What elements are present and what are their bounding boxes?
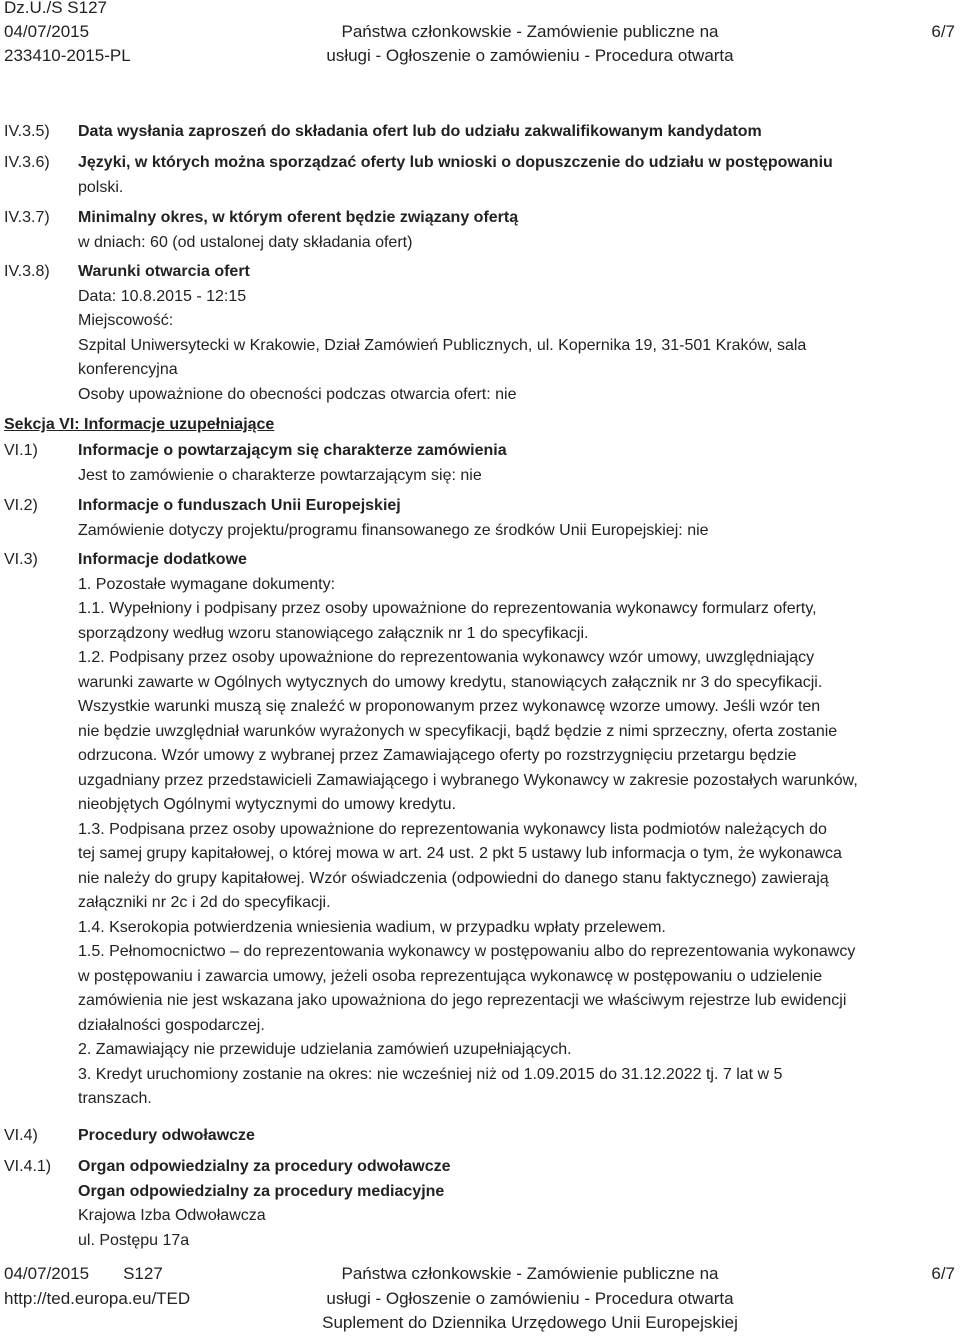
info-line: 1.2. Podpisany przez osoby upoważnione do reprezentowania wykonawcy wzór umowy, uwzględniający [78,649,815,666]
footer-title-line1: Państwa członkowskie - Zamówienie publiczne na [341,1264,719,1283]
section-body [78,548,938,1112]
section-title: Organ odpowiedzialny za procedury mediacyjne [78,1182,445,1200]
footer-title-line3: Suplement do Dziennika Urzędowego Unii Europejskiej [322,1313,738,1332]
body-name: Krajowa Izba Odwoławcza [78,1207,266,1224]
eu-funds-value: Zamówienie dotyczy projektu/programu finansowanego ze środków Unii Europejskiej: nie [78,521,709,539]
notice-reference: 233410-2015-PL [4,46,131,65]
recurrent-value: Jest to zamówienie o charakterze powtarzającym się: nie [78,466,482,484]
section-title: Minimalny okres, w którym oferent będzie związany ofertą [78,209,519,226]
opening-date: Data: 10.8.2015 - 12:15 [78,287,247,305]
info-line: warunki zawarte w Ogólnych wytycznych do umowy kredytu, stanowiących załącznik nr 3 do specyfikacji. [78,673,823,691]
info-line: Wszystkie warunki muszą się znaleźć w proponowanym przez wykonawcę wzorze umowy. Jeśli wzór ten [78,698,821,715]
section-body [78,494,938,543]
section-number: VI.4) [4,1127,38,1144]
section-number: IV.3.6) [4,154,50,171]
footer-code: S127 [123,1264,163,1283]
place-line: Szpital Uniwersytecki w Krakowie, Dział Zamówień Publicznych, ul. Kopernika 19, 31-501 Kraków, sala [78,336,807,354]
header-title-line2: usługi - Ogłoszenie o zamówieniu - Procedura otwarta [326,46,734,65]
section-title: Informacje o funduszach Unii Europejskiej [78,497,401,514]
section-number: VI.3) [4,551,38,568]
info-line: nieobjętych Ogólnymi wytycznymi do umowy kredytu. [78,796,456,813]
section-body [78,1155,938,1253]
section-heading: Sekcja VI: Informacje uzupełniające [4,416,275,433]
header-page-number: 6/7 [931,22,955,41]
persons-present: Osoby upoważnione do obecności podczas otwarcia ofert: nie [78,385,517,403]
info-line: 3. Kredyt uruchomiony zostanie na okres: nie wcześniej niż od 1.09.2015 do 31.12.2022 tj. 7 lat w 5 [78,1065,783,1083]
body-address: ul. Postępu 17a [78,1231,190,1249]
section-body [78,260,938,407]
info-line: nie będzie uwzględniał warunków wyrażonych w specyfikacji, bądź będzie z nimi sprzeczny, oferta zostanie [78,722,838,740]
section-body [78,206,938,255]
section-number: IV.3.7) [4,209,50,226]
info-line: 1.3. Podpisana przez osoby upoważnione do reprezentowania wykonawcy lista podmiotów należących do [78,820,827,838]
section-title: Organ odpowiedzialny za procedury odwoławcze [78,1158,451,1175]
section-title: Data wysłania zaproszeń do składania ofert lub do udziału zakwalifikowanym kandydatom [78,123,762,140]
footer-date-line [4,1262,190,1287]
footer-left [4,1262,190,1311]
info-line: w postępowaniu i zawarcia umowy, jeżeli osoba reprezentująca wykonawcę w postępowaniu o udzielenie [78,967,823,985]
info-line: odrzucona. Wzór umowy z wybranej przez Zamawiającego oferty po rozstrzygnięciu przetargu będzie [78,747,797,764]
footer-title-line2: usługi - Ogłoszenie o zamówieniu - Procedura otwarta [326,1288,734,1308]
section-number: IV.3.8) [4,263,50,280]
info-line: uzgadniany przez przedstawicieli Zamawiającego i wybranego Wykonawcy w zakresie pozostałych warunków, [78,771,858,789]
header-title-line1: Państwa członkowskie - Zamówienie publiczne na [341,22,719,41]
section-body [78,151,938,200]
min-period-value: w dniach: 60 (od ustalonej daty składania ofert) [78,233,413,251]
section-number: VI.4.1) [4,1158,52,1175]
place-label: Miejscowość: [78,312,174,329]
place-line: konferencyjna [78,361,178,378]
languages-value: polski. [78,178,124,196]
info-line: nie należy do grupy kapitałowej. Wzór oświadczenia (odpowiedni do danego stanu faktycznego) zawierają [78,869,829,887]
info-line: 1.5. Pełnomocnictwo – do reprezentowania wykonawcy w postępowaniu albo do reprezentowania wykonawcy [78,943,856,960]
section-number: VI.1) [4,442,38,459]
info-line: działalności gospodarczej. [78,1016,265,1034]
footer-date: 04/07/2015 [4,1264,90,1283]
section-title: Procedury odwoławcze [78,1127,255,1144]
section-title: Języki, w których można sporządzać oferty lub wnioski o dopuszczenie do udziału w postępowaniu [78,154,833,171]
header-left [4,0,131,68]
section-title: Informacje o powtarzającym się charakterze zamówienia [78,442,507,459]
info-line: 1. Pozostałe wymagane dokumenty: [78,575,336,593]
footer-title [310,1262,750,1336]
info-line: tej samej grupy kapitałowej, o której mowa w art. 24 ust. 2 pkt 5 ustawy lub informacja o tym, że wykonawca [78,845,842,862]
page-header [0,0,960,70]
info-line: transzach. [78,1090,152,1107]
section-title: Informacje dodatkowe [78,551,247,568]
info-line: 1.1. Wypełniony i podpisany przez osoby upoważnione do reprezentowania wykonawcy formularz oferty, [78,600,817,617]
info-line: sporządzony według wzoru stanowiącego załącznik nr 1 do specyfikacji. [78,624,589,642]
info-line: 1.4. Kserokopia potwierdzenia wniesienia wadium, w przypadku wpłaty przelewem. [78,918,666,936]
footer-page-number: 6/7 [931,1264,955,1283]
info-line: załączniki nr 2c i 2d do specyfikacji. [78,894,331,911]
header-title [310,20,750,68]
footer-url[interactable]: http://ted.europa.eu/TED [4,1288,191,1308]
section-number: IV.3.5) [4,123,50,140]
page-footer [0,1262,960,1334]
info-line: zamówienia nie jest wskazana jako upoważniona do jego reprezentacji we właściwym rejestrze lub ewidencji [78,992,847,1009]
section-number: VI.2) [4,497,38,514]
header-date: 04/07/2015 [4,22,90,41]
info-line: 2. Zamawiający nie przewiduje udzielania zamówień uzupełniających. [78,1041,572,1058]
journal-reference: Dz.U./S S127 [4,0,107,17]
section-title: Warunki otwarcia ofert [78,263,250,280]
section-body [78,439,938,488]
